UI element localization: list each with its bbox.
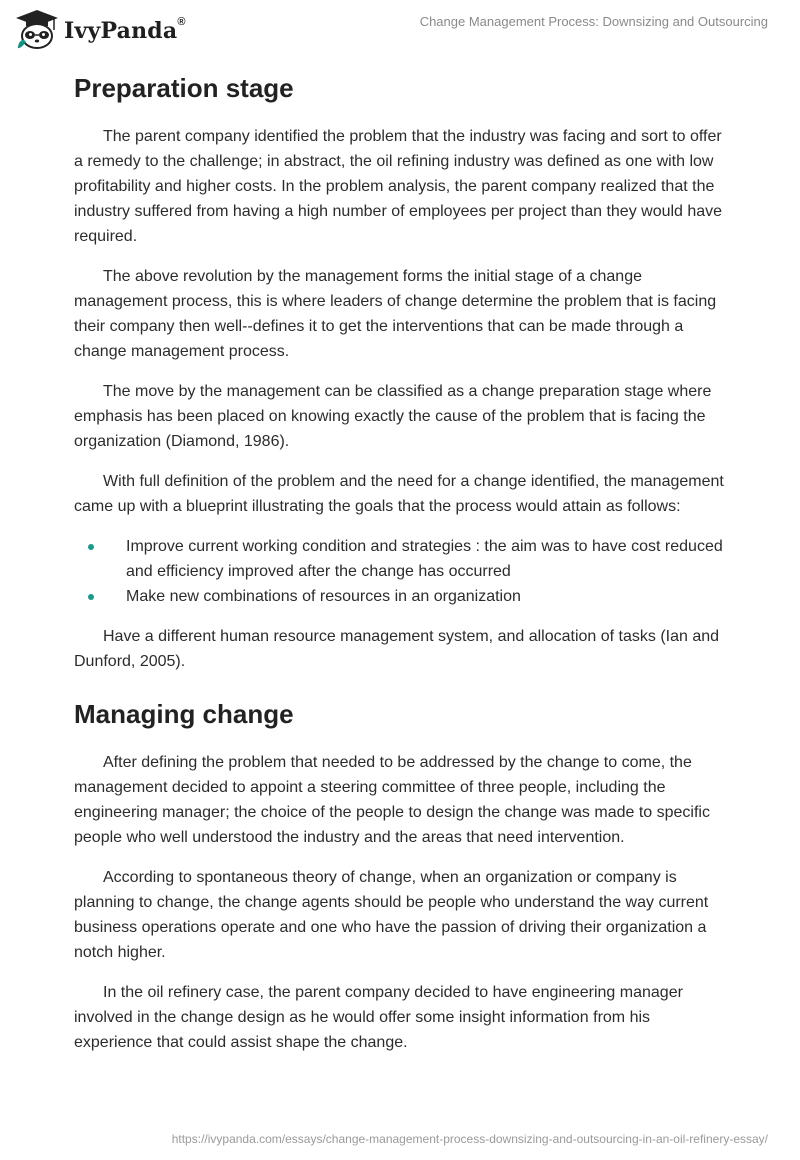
paragraph: Have a different human resource management system, and allocation of tasks (Ian and Dunford, 2005). [74, 628, 720, 670]
goals-list [74, 534, 724, 609]
source-url[interactable]: https://ivypanda.com/essays/change-management-process-downsizing-and-outsourcing-in-an-oil-refinery-essay/ [171, 1132, 768, 1146]
document-title: Change Management Process: Downsizing and Outsourcing [419, 14, 768, 29]
paragraph: With full definition of the problem and the need for a change identified, the management came up with a blueprint illustrating the goals that the process would attain as follows: [74, 473, 724, 515]
bullet-icon [88, 594, 94, 600]
list-item: Improve current working condition and strategies : the aim was to have cost reduced and efficiency improved after the change has occurred [74, 534, 724, 584]
paragraph: The above revolution by the management forms the initial stage of a change management process, this is where leaders of change determine the problem that is facing their company then well--defines it to get the interventions that can be made through a change management process. [74, 268, 717, 360]
registered-mark: ® [177, 16, 186, 28]
paragraph: The move by the management can be classified as a change preparation stage where emphasis has been placed on knowing exactly the cause of the problem that is facing the organization (Diamond, 1986). [74, 383, 712, 450]
section-heading-preparation: Preparation stage [74, 73, 294, 103]
essay-content [74, 70, 724, 1070]
list-item: Make new combinations of resources in an organization [74, 584, 724, 609]
paragraph: According to spontaneous theory of change, when an organization or company is planning to change, the change agents should be people who understand the way current business operations operate and one who have the passion of driving their organization a notch higher. [74, 869, 709, 961]
bullet-icon [88, 544, 94, 550]
paragraph: In the oil refinery case, the parent company decided to have engineering manager involved in the change design as he would offer some insight information from his experience that could assist shape the change. [74, 984, 683, 1051]
brand-name: IvyPanda® [64, 16, 186, 44]
paragraph: The parent company identified the problem that the industry was facing and sort to offer a remedy to the challenge; in abstract, the oil refining industry was defined as one with low profitability and higher costs. In the problem analysis, the parent company realized that the industry suffered from having a high number of employees per project than they would have required. [74, 128, 723, 245]
panda-graduate-icon [14, 8, 60, 50]
ivypanda-logo[interactable] [14, 8, 186, 50]
paragraph: After defining the problem that needed to be addressed by the change to come, the management decided to appoint a steering committee of three people, including the engineering manager; the choice of the people to design the change was made to specific people who well understood the industry and the areas that need intervention. [74, 754, 710, 846]
section-heading-managing-change: Managing change [74, 699, 294, 729]
page-header [0, 0, 800, 64]
